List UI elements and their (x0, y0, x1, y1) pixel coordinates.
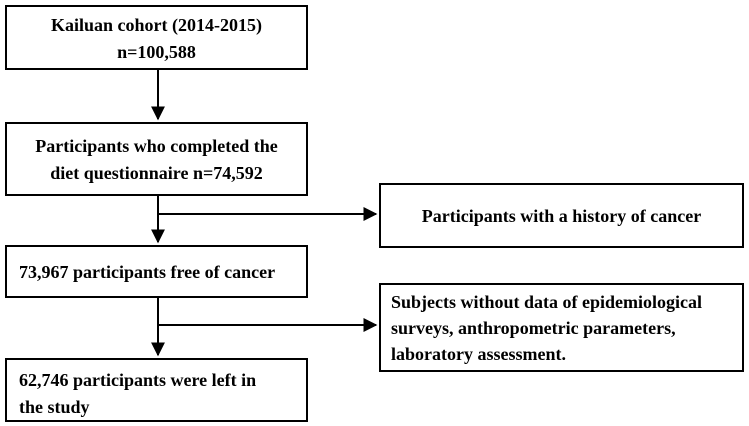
missing-data-line-1: Subjects without data of epidemiological (391, 292, 703, 312)
missing-data-line-3: laboratory assessment. (391, 344, 566, 365)
cancer-history-text: Participants with a history of cancer (421, 206, 702, 226)
box-missing-data (379, 283, 744, 372)
diet-line-1: Participants who completed the (35, 136, 278, 156)
box-free-of-cancer (5, 245, 308, 298)
cohort-count: n=100,588 (117, 42, 196, 62)
box-kailuan-cohort (5, 5, 308, 70)
final-line-1: 62,746 participants were left in (19, 370, 257, 390)
final-line-2: the study (19, 397, 90, 417)
diet-line-2: diet questionnaire n=74,592 (50, 163, 263, 183)
box-diet-questionnaire (5, 122, 308, 196)
box-final-participants (5, 358, 308, 422)
free-of-cancer-text: 73,967 participants free of cancer (19, 262, 276, 282)
cohort-title: Kailuan cohort (2014-2015) (51, 15, 262, 35)
box-cancer-history (379, 183, 744, 248)
missing-data-line-2: surveys, anthropometric parameters, (391, 318, 676, 339)
